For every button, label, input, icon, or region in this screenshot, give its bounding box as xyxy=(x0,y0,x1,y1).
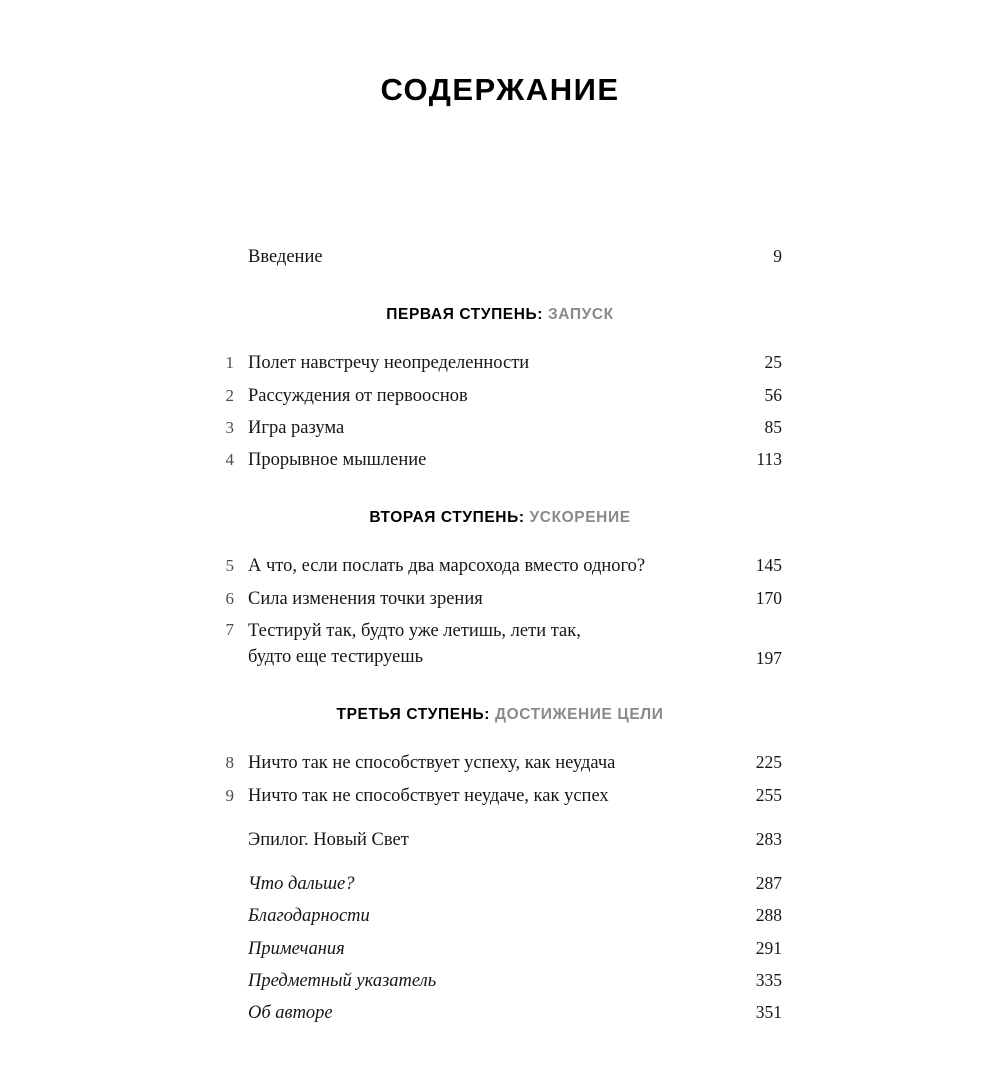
entry-number: 6 xyxy=(225,588,234,608)
entry-label: Сила изменения точки зрения xyxy=(248,588,483,609)
entry-page: 351 xyxy=(755,1002,782,1023)
entry-label: Что дальше? xyxy=(248,874,355,895)
section-heading-accent: УСКОРЕНИЕ xyxy=(529,509,631,527)
entry-number: 1 xyxy=(225,353,234,373)
entry-label: Игра разума xyxy=(248,417,345,438)
page-title: СОДЕРЖАНИЕ xyxy=(380,72,620,107)
entry-label: Прорывное мышление xyxy=(248,450,427,471)
section-heading-main: ПЕРВАЯ СТУПЕНЬ: xyxy=(386,306,544,324)
toc-entry-backmatter[interactable] xyxy=(218,968,782,994)
section-heading-accent: ДОСТИЖЕНИЕ ЦЕЛИ xyxy=(494,706,664,724)
toc-entry-epilogue[interactable] xyxy=(218,827,782,853)
toc-entry-backmatter[interactable] xyxy=(218,936,782,962)
toc-entry[interactable] xyxy=(218,447,782,473)
toc-entry[interactable] xyxy=(218,350,782,376)
entry-number: 2 xyxy=(225,385,234,405)
entry-page: 56 xyxy=(764,384,782,405)
entry-page: 255 xyxy=(755,784,782,805)
entry-number: 5 xyxy=(225,556,234,576)
toc-entry-backmatter[interactable] xyxy=(218,871,782,897)
entry-label-multiline xyxy=(248,618,728,671)
entry-page: 291 xyxy=(755,937,782,958)
entry-number: 3 xyxy=(225,417,234,437)
entry-page: 113 xyxy=(756,449,782,470)
section-heading-2 xyxy=(218,509,782,527)
entry-label-line-1: Тестируй так, будто уже летишь, лети так, xyxy=(248,620,581,641)
toc-list xyxy=(218,194,782,1027)
entry-label: А что, если послать два марсохода вместо одного? xyxy=(248,556,646,577)
section-heading-accent: ЗАПУСК xyxy=(547,306,614,324)
entry-label: Предметный указатель xyxy=(248,970,437,991)
section-heading-main: ТРЕТЬЯ СТУПЕНЬ: xyxy=(336,706,491,724)
toc-entry[interactable] xyxy=(218,586,782,612)
entry-label: Рассуждения от первооснов xyxy=(248,385,468,406)
entry-page: 25 xyxy=(764,352,782,373)
entry-page: 283 xyxy=(755,828,782,849)
entry-number: 9 xyxy=(225,785,234,805)
entry-number: 8 xyxy=(225,753,234,773)
entry-page: 170 xyxy=(755,587,782,608)
toc-entry-introduction[interactable] xyxy=(218,244,782,270)
entry-label: Эпилог. Новый Свет xyxy=(248,829,409,850)
entry-page: 335 xyxy=(755,969,782,990)
toc-entry[interactable] xyxy=(218,553,782,579)
entry-label-line-2: будто еще тестируешь xyxy=(248,647,424,668)
toc-entry[interactable] xyxy=(218,618,782,671)
entry-page: 288 xyxy=(755,905,782,926)
entry-label: Об авторе xyxy=(248,1003,333,1024)
section-heading-1 xyxy=(218,306,782,324)
entry-page: 145 xyxy=(755,555,782,576)
entry-label: Введение xyxy=(248,247,323,267)
entry-label: Ничто так не способствует успеху, как неудача xyxy=(248,753,616,774)
entry-label: Ничто так не способствует неудаче, как успех xyxy=(248,785,609,806)
entry-page: 9 xyxy=(773,246,782,266)
toc-entry[interactable] xyxy=(218,750,782,776)
entry-page: 197 xyxy=(755,647,782,668)
entry-page: 85 xyxy=(764,416,782,437)
entry-label: Примечания xyxy=(248,938,345,959)
entry-page: 287 xyxy=(755,873,782,894)
entry-number: 4 xyxy=(225,450,234,470)
toc-page xyxy=(0,72,1000,1072)
toc-entry[interactable] xyxy=(218,783,782,809)
toc-entry[interactable] xyxy=(218,383,782,409)
entry-number: 7 xyxy=(225,619,234,639)
entry-page: 225 xyxy=(755,752,782,773)
toc-entry[interactable] xyxy=(218,415,782,441)
toc-entry-backmatter[interactable] xyxy=(218,903,782,929)
entry-label: Полет навстречу неопределенности xyxy=(248,353,530,374)
section-heading-main: ВТОРАЯ СТУПЕНЬ: xyxy=(369,509,525,527)
section-heading-3 xyxy=(218,706,782,724)
toc-entry-backmatter[interactable] xyxy=(218,1000,782,1026)
entry-label: Благодарности xyxy=(248,906,370,927)
